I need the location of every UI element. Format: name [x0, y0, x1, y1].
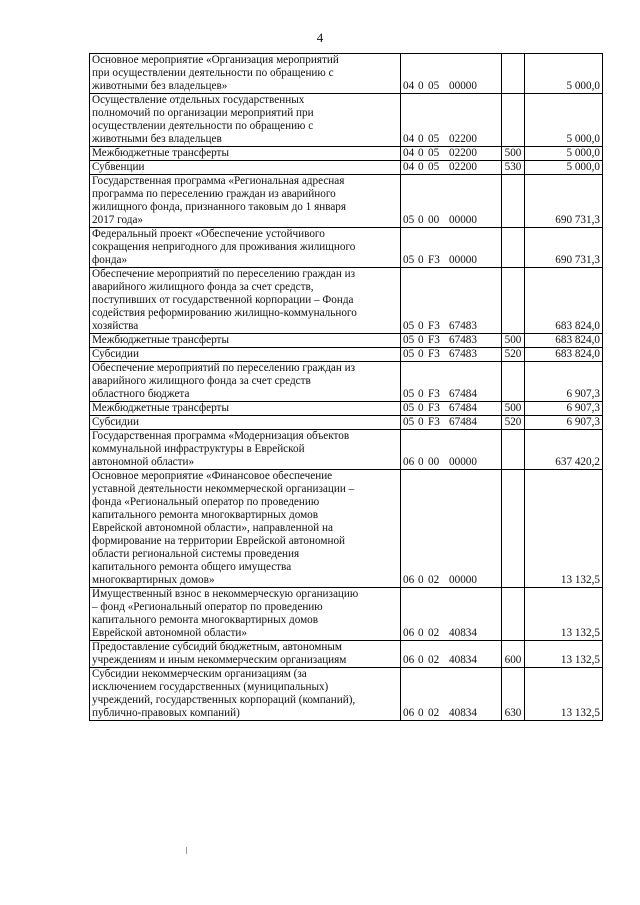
code-part: F3 [428, 348, 440, 360]
code-part: 0 [418, 214, 424, 226]
row-name: Субвенции [90, 161, 401, 175]
code-part: 0 [418, 161, 424, 173]
code-part: 00 [428, 214, 440, 226]
row-code [401, 668, 502, 721]
table-row [90, 641, 603, 668]
table-row [90, 228, 603, 268]
table-row [90, 54, 603, 94]
code-part: 05 [403, 416, 415, 428]
row-expense-type: 520 [502, 348, 525, 362]
row-expense-type [502, 228, 525, 268]
row-expense-type: 500 [502, 402, 525, 416]
row-name: Межбюджетные трансферты [90, 147, 401, 161]
code-part: 0 [418, 147, 424, 159]
code-part: 0 [418, 627, 424, 639]
row-expense-type: 630 [502, 668, 525, 721]
code-part: F3 [428, 416, 440, 428]
code-part: 40834 [449, 707, 477, 719]
code-part: 05 [403, 334, 415, 346]
code-part: 06 [403, 627, 415, 639]
row-name: Субсидии [90, 416, 401, 430]
code-part: 67483 [449, 348, 477, 360]
row-code [401, 588, 502, 641]
row-sum: 13 132,5 [525, 668, 603, 721]
code-part: 06 [403, 707, 415, 719]
row-sum: 5 000,0 [525, 94, 603, 147]
table-row [90, 147, 603, 161]
row-sum: 13 132,5 [525, 470, 603, 588]
row-code [401, 402, 502, 416]
row-sum: 13 132,5 [525, 588, 603, 641]
table-row [90, 161, 603, 175]
code-part: 0 [418, 334, 424, 346]
row-sum: 13 132,5 [525, 641, 603, 668]
code-part: 00000 [449, 574, 477, 586]
row-name: Осуществление отдельных государственных полномочий по организации мероприятий при осуществлении деятельности по обращению с животными без владельцев [90, 94, 401, 147]
row-name: Межбюджетные трансферты [90, 402, 401, 416]
row-expense-type [502, 430, 525, 470]
code-part: 00000 [449, 254, 477, 266]
code-part: 05 [403, 348, 415, 360]
code-part: F3 [428, 320, 440, 332]
code-part: 40834 [449, 627, 477, 639]
code-part: 02 [428, 574, 440, 586]
code-part: 05 [403, 320, 415, 332]
code-part: 67483 [449, 320, 477, 332]
row-sum: 690 731,3 [525, 228, 603, 268]
code-part: 02200 [449, 133, 477, 145]
code-part: F3 [428, 334, 440, 346]
row-sum: 683 824,0 [525, 334, 603, 348]
table-row [90, 588, 603, 641]
row-code [401, 334, 502, 348]
row-code [401, 348, 502, 362]
code-part: 06 [403, 456, 415, 468]
table-row [90, 430, 603, 470]
row-expense-type [502, 175, 525, 228]
row-expense-type [502, 588, 525, 641]
code-part: 04 [403, 80, 415, 92]
table-row [90, 362, 603, 402]
code-part: 0 [418, 254, 424, 266]
code-part: 40834 [449, 654, 477, 666]
code-part: 67484 [449, 388, 477, 400]
code-part: 0 [418, 388, 424, 400]
row-name: Предоставление субсидий бюджетным, автономным учреждениям и иным некоммерческим организациям [90, 641, 401, 668]
row-name: Государственная программа «Модернизация объектов коммунальной инфраструктуры в Еврейской автономной области» [90, 430, 401, 470]
row-code [401, 94, 502, 147]
row-expense-type: 530 [502, 161, 525, 175]
row-code [401, 161, 502, 175]
table-row [90, 402, 603, 416]
code-part: 0 [418, 456, 424, 468]
table-row [90, 668, 603, 721]
row-name: Межбюджетные трансферты [90, 334, 401, 348]
budget-table-body [90, 54, 603, 721]
table-row [90, 268, 603, 334]
page-number: 4 [316, 30, 324, 45]
code-part: 05 [403, 254, 415, 266]
row-expense-type: 500 [502, 147, 525, 161]
row-name: Основное мероприятие «Финансовое обеспечение уставной деятельности некоммерческой организации – фонда «Региональный оператор по проведению капитального ремонта многоквартирных домов Еврейской автономной области», направленной на формирование на территории Еврейской автономной области региональной системы проведения капитального ремонта общего имущества многоквартирных домов» [90, 470, 401, 588]
code-part: 02 [428, 654, 440, 666]
row-sum: 5 000,0 [525, 54, 603, 94]
code-part: 00000 [449, 214, 477, 226]
code-part: 06 [403, 574, 415, 586]
code-part: 00000 [449, 80, 477, 92]
code-part: 05 [428, 147, 440, 159]
code-part: 05 [428, 133, 440, 145]
row-code [401, 416, 502, 430]
code-part: 05 [403, 402, 415, 414]
row-sum: 690 731,3 [525, 175, 603, 228]
row-code [401, 430, 502, 470]
code-part: 0 [418, 707, 424, 719]
code-part: 0 [418, 574, 424, 586]
code-part: 04 [403, 133, 415, 145]
row-name: Субсидии [90, 348, 401, 362]
code-part: 04 [403, 147, 415, 159]
row-sum: 683 824,0 [525, 268, 603, 334]
row-sum: 637 420,2 [525, 430, 603, 470]
code-part: 0 [418, 654, 424, 666]
row-expense-type [502, 268, 525, 334]
row-sum: 6 907,3 [525, 402, 603, 416]
code-part: 67484 [449, 416, 477, 428]
row-sum: 5 000,0 [525, 147, 603, 161]
scan-artifact [186, 847, 187, 854]
code-part: 02 [428, 707, 440, 719]
row-name: Обеспечение мероприятий по переселению граждан из аварийного жилищного фонда за счет средств, поступивших от государственной корпорации – Фонда содействия реформированию жилищно-коммунального хозяйства [90, 268, 401, 334]
row-expense-type: 500 [502, 334, 525, 348]
table-row [90, 470, 603, 588]
row-code [401, 470, 502, 588]
budget-table [89, 53, 603, 721]
row-code [401, 362, 502, 402]
row-name: Субсидии некоммерческим организациям (за исключением государственных (муниципальных) учреждений, государственных корпораций (компаний), публично-правовых компаний) [90, 668, 401, 721]
table-row [90, 175, 603, 228]
code-part: 67484 [449, 402, 477, 414]
code-part: 0 [418, 80, 424, 92]
code-part: 05 [428, 80, 440, 92]
row-sum: 5 000,0 [525, 161, 603, 175]
code-part: 05 [403, 214, 415, 226]
row-name: Государственная программа «Региональная адресная программа по переселению граждан из аварийного жилищного фонда, признанного таковым до 1 января 2017 года» [90, 175, 401, 228]
row-code [401, 268, 502, 334]
row-code [401, 54, 502, 94]
row-sum: 683 824,0 [525, 348, 603, 362]
table-row [90, 334, 603, 348]
code-part: 02 [428, 627, 440, 639]
code-part: F3 [428, 388, 440, 400]
row-name: Федеральный проект «Обеспечение устойчивого сокращения непригодного для проживания жилищного фонда» [90, 228, 401, 268]
code-part: 06 [403, 654, 415, 666]
code-part: 04 [403, 161, 415, 173]
row-code [401, 641, 502, 668]
row-name: Имущественный взнос в некоммерческую организацию – фонд «Региональный оператор по проведению капитального ремонта многоквартирных домов Еврейской автономной области» [90, 588, 401, 641]
code-part: 0 [418, 320, 424, 332]
code-part: 05 [403, 388, 415, 400]
row-expense-type [502, 94, 525, 147]
row-expense-type [502, 362, 525, 402]
code-part: 0 [418, 348, 424, 360]
code-part: 05 [428, 161, 440, 173]
code-part: 0 [418, 402, 424, 414]
code-part: 67483 [449, 334, 477, 346]
code-part: 0 [418, 416, 424, 428]
row-expense-type: 520 [502, 416, 525, 430]
code-part: 0 [418, 133, 424, 145]
code-part: F3 [428, 402, 440, 414]
row-name: Обеспечение мероприятий по переселению граждан из аварийного жилищного фонда за счет средств областного бюджета [90, 362, 401, 402]
row-name: Основное мероприятие «Организация мероприятий при осуществлении деятельности по обращению с животными без владельцев» [90, 54, 401, 94]
row-code [401, 228, 502, 268]
row-sum: 6 907,3 [525, 362, 603, 402]
row-code [401, 175, 502, 228]
row-expense-type [502, 470, 525, 588]
row-expense-type: 600 [502, 641, 525, 668]
table-row [90, 416, 603, 430]
code-part: F3 [428, 254, 440, 266]
code-part: 02200 [449, 161, 477, 173]
row-expense-type [502, 54, 525, 94]
table-row [90, 348, 603, 362]
code-part: 02200 [449, 147, 477, 159]
row-code [401, 147, 502, 161]
row-sum: 6 907,3 [525, 416, 603, 430]
code-part: 00000 [449, 456, 477, 468]
code-part: 00 [428, 456, 440, 468]
table-row [90, 94, 603, 147]
